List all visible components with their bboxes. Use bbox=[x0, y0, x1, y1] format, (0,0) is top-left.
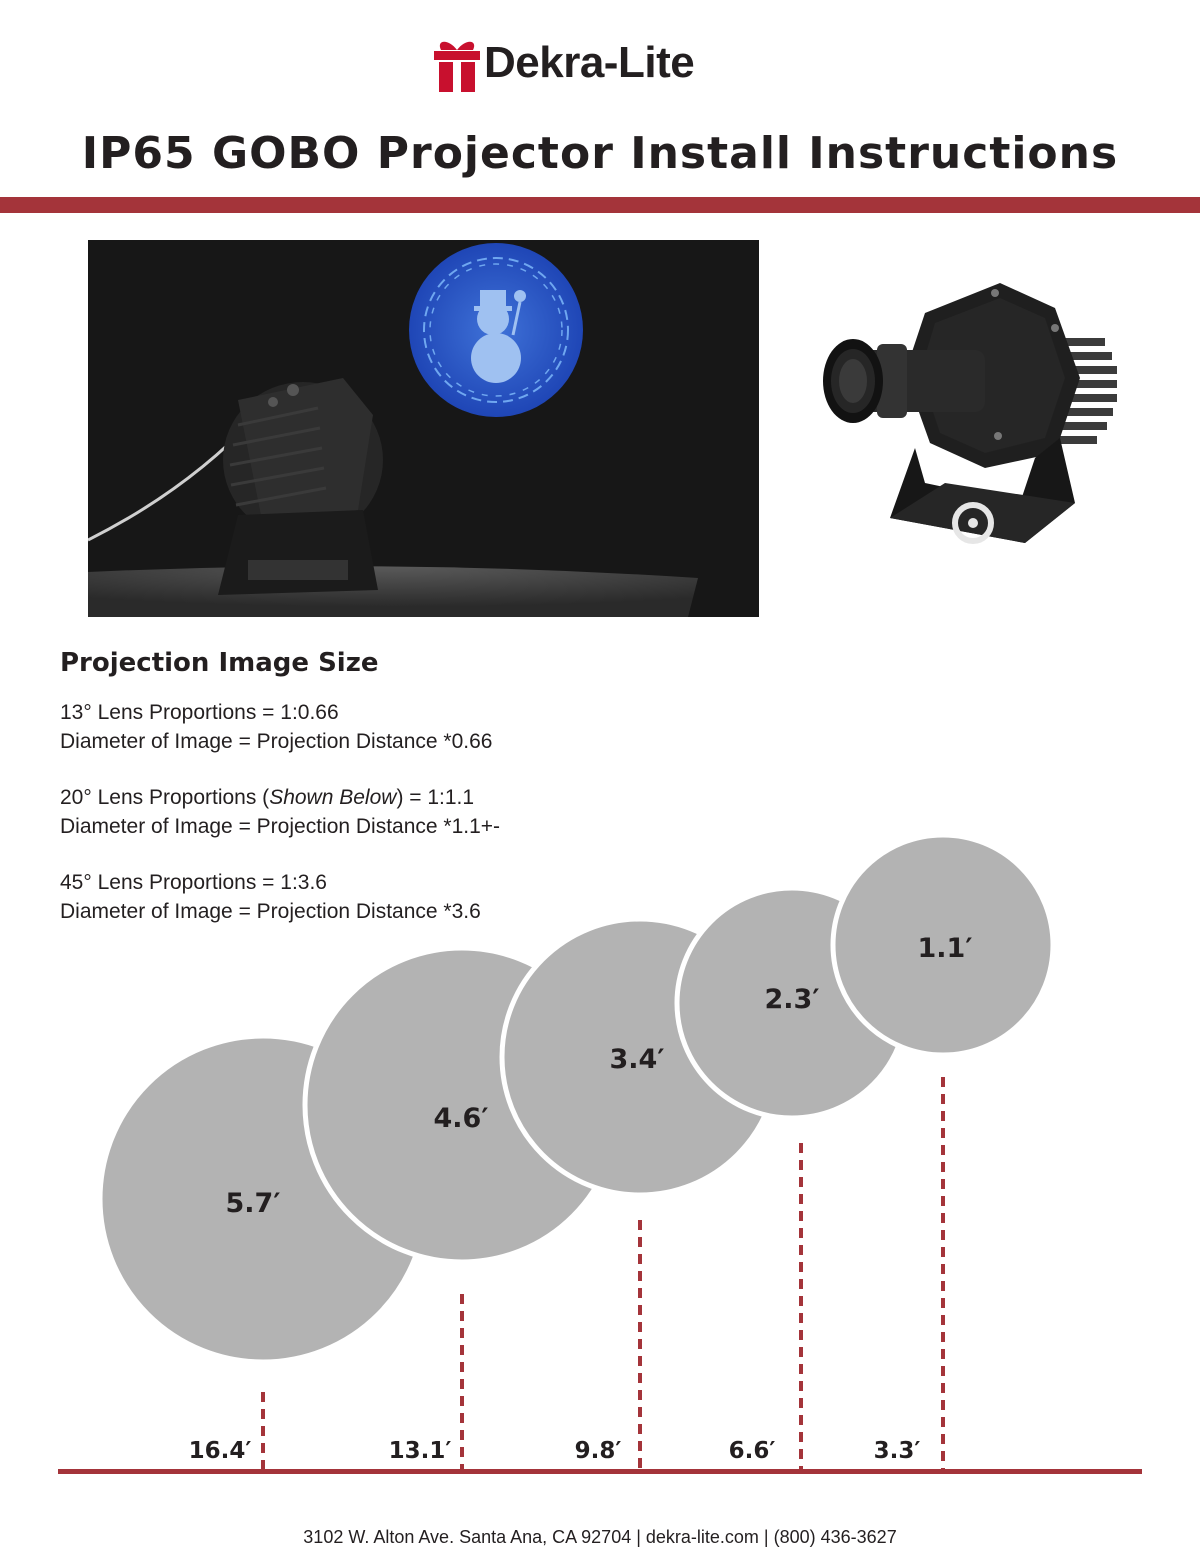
section-heading: Projection Image Size bbox=[60, 648, 379, 678]
formula-label: Diameter of Image = bbox=[60, 814, 257, 838]
distance-label: 9.8′ bbox=[574, 1438, 622, 1464]
formula-value: Projection Distance *1.1+- bbox=[256, 814, 501, 838]
diameter-label: 2.3′ bbox=[764, 984, 820, 1015]
diameter-label: 4.6′ bbox=[433, 1103, 489, 1134]
ground-line bbox=[58, 1469, 1142, 1474]
distance-label: 13.1′ bbox=[388, 1438, 452, 1464]
page-title: IP65 GOBO Projector Install Instructions bbox=[81, 128, 1119, 179]
shown-below-note: Shown Below bbox=[269, 786, 397, 809]
formula-value: Projection Distance *3.6 bbox=[256, 899, 481, 923]
formula-value: Projection Distance *0.66 bbox=[256, 729, 493, 753]
distance-label: 16.4′ bbox=[188, 1438, 252, 1464]
diameter-label: 3.4′ bbox=[609, 1044, 665, 1075]
formula-label: Diameter of Image = bbox=[60, 899, 257, 923]
diameter-label: 1.1′ bbox=[917, 933, 973, 964]
diameter-label: 5.7′ bbox=[225, 1188, 281, 1219]
formula-label: Diameter of Image = bbox=[60, 729, 257, 753]
lens-proportion: 13° Lens Proportions = 1:0.66 bbox=[60, 701, 339, 724]
footer-contact: 3102 W. Alton Ave. Santa Ana, CA 92704 | dekra-lite.com | (800) 436-3627 bbox=[303, 1527, 897, 1547]
lens-proportion: 45° Lens Proportions = 1:3.6 bbox=[60, 871, 327, 894]
brand-name: Dekra-Lite bbox=[484, 38, 695, 87]
distance-label: 3.3′ bbox=[873, 1438, 921, 1464]
proportion-prefix: 20° Lens Proportions ( bbox=[60, 786, 270, 809]
distance-label: 6.6′ bbox=[728, 1438, 776, 1464]
proportion-suffix: ) = 1:1.1 bbox=[396, 786, 475, 809]
